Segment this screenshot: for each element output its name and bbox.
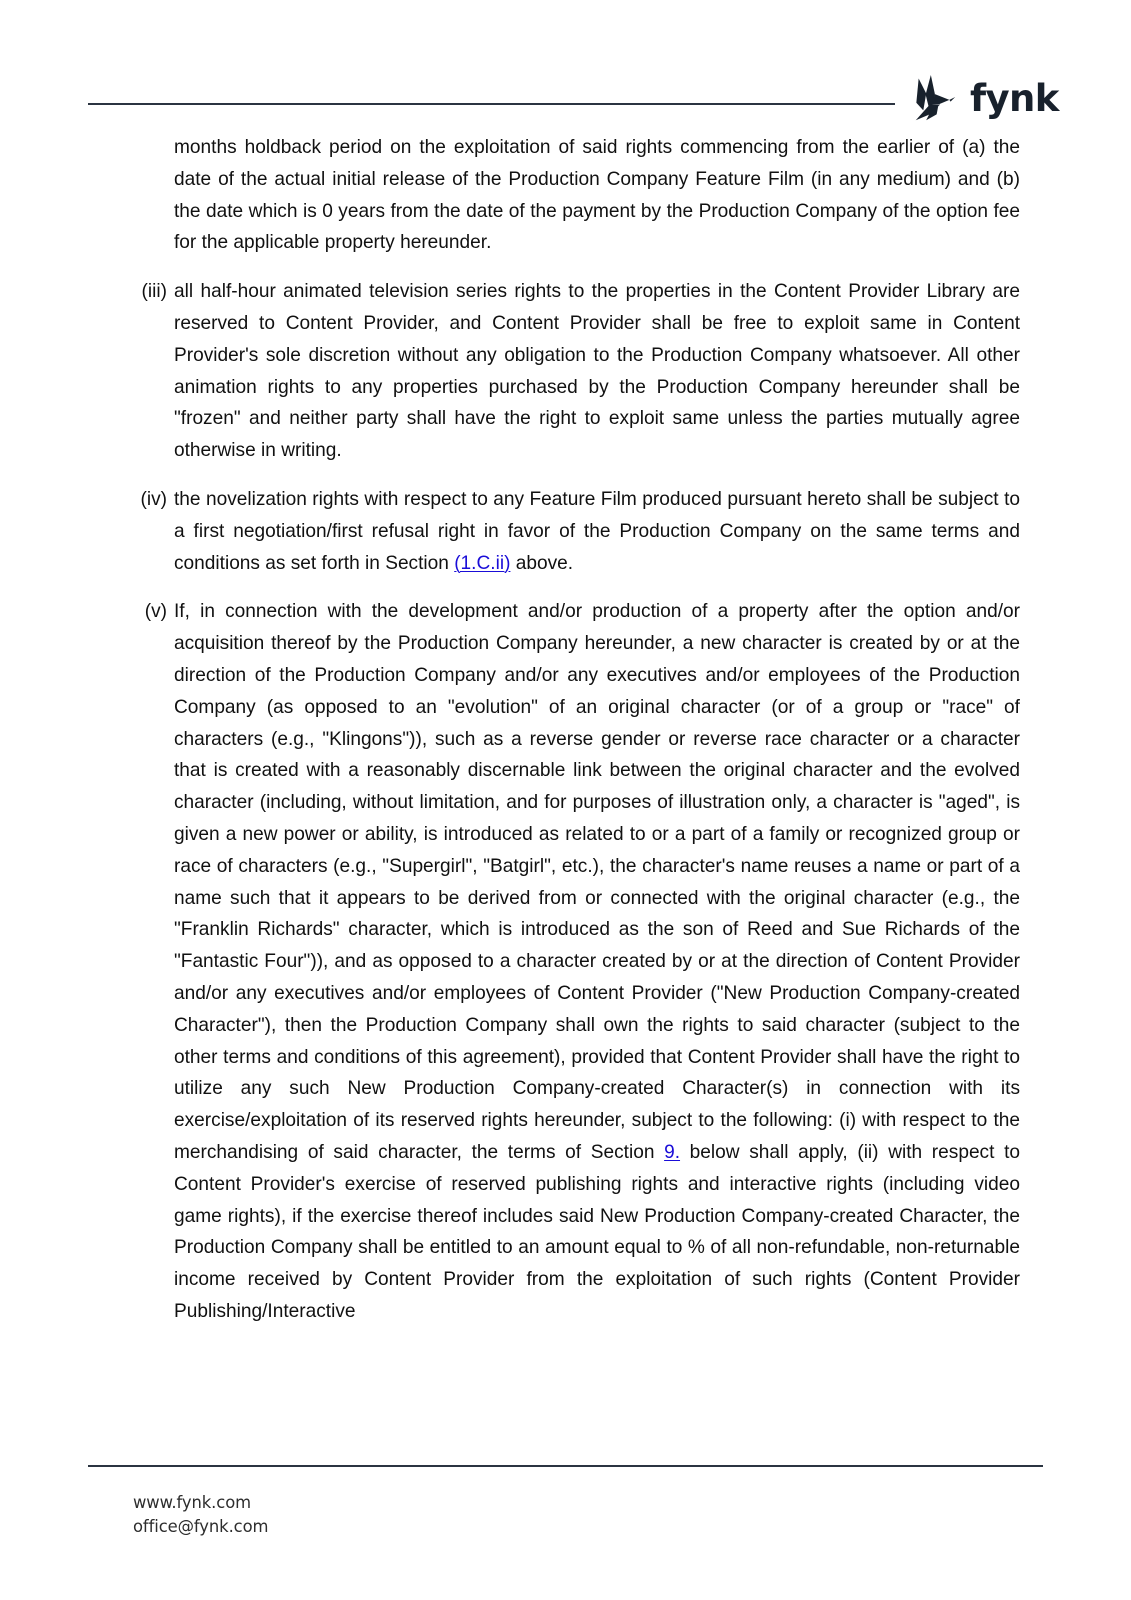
paragraph-continuation: [174, 132, 1020, 259]
paragraph-text-after-link: below shall apply, (ii) with respect to Content Provider's exercise of reserved publishing rights and interactive rights (including video game rights), if the exercise thereof includes said New Production Company-created Character, the Production Company shall be entitled to an amount equal to % of all non-refundable, non-returnable income received by Content Provider from the exploitation of such rights (Content Provider Publishing/Interactive: [174, 1141, 1020, 1322]
document-body: [0, 132, 1131, 1345]
list-item-v: [111, 596, 1020, 1327]
list-item-iv: [111, 484, 1020, 579]
paragraph-text: all half-hour animated television series rights to the properties in the Content Provider Library are reserved to Content Provider, and Content Provider shall be free to exploit same in Content Provider's sole discretion without any obligation to the Production Company whatsoever. All other animation rights to any properties purchased by the Production Company hereunder shall be "frozen" and neither party shall have the right to exploit same unless the parties mutually agree otherwise in writing.: [174, 281, 1020, 462]
paragraph-text-after-link: above.: [510, 552, 574, 574]
footer-website[interactable]: www.fynk.com: [133, 1493, 251, 1512]
footer-divider: [88, 1465, 1043, 1467]
page-header: [0, 0, 1131, 140]
paragraph-text-before-link: the novelization rights with respect to any Feature Film produced pursuant hereto shall be subject to a first negotiation/first refusal right in favor of the Production Company on the same terms and conditions as set forth in Section: [174, 488, 1020, 574]
section-cross-reference-link[interactable]: (1.C.ii): [454, 552, 511, 574]
paragraph-text-before-link: If, in connection with the development and/or production of a property after the option and/or acquisition thereof by the Production Company hereunder, a new character is created by or at the direction of the Production Company and/or any executives and/or employees of the Production Company (as opposed to an "evolution" of an original character (or of a group or "race" of characters (e.g., "Klingons")), such as a reverse gender or reverse race character or a character that is created with a reasonably discernable link between the original character and the evolved character (including, without limitation, and for purposes of illustration only, a character is "aged", is given a new power or ability, is introduced as related to or a part of a family or recognized group or race of characters (e.g., "Supergirl", "Batgirl", etc.), the character's name reuses a name or part of a name such that it appears to be derived from or connected with the original character (e.g., the "Franklin Richards" character, which is introduced as the son of Reed and Sue Richards of the "Fantastic Four")), and as opposed to a character created by or at the direction of Content Provider and/or any executives and/or employees of Content Provider ("New Production Company-created Character"), then the Production Company shall own the rights to said character (subject to the other terms and conditions of this agreement), provided that Content Provider shall have the right to utilize any such New Production Company-created Character(s) in connection with its exercise/exploitation of its reserved rights hereunder, subject to the following: (i) with respect to the merchandising of said character, the terms of Section: [174, 601, 1020, 1163]
footer-email[interactable]: office@fynk.com: [133, 1517, 269, 1536]
page-footer: [0, 1425, 1131, 1600]
list-marker: (iii): [141, 281, 167, 303]
paragraph-text: months holdback period on the exploitation of said rights commencing from the earlier of (a) the date of the actual initial release of the Production Company Feature Film (in any medium) and (b) the date which is 0 years from the date of the payment by the Production Company of the option fee for the applicable property hereunder.: [174, 137, 1020, 254]
paragraph-text: [174, 596, 1020, 1327]
section-9-reference-link[interactable]: 9.: [664, 1141, 681, 1163]
fynk-origami-bird-icon: [903, 68, 961, 126]
list-marker: (v): [144, 601, 167, 623]
list-item-iii: [111, 276, 1020, 467]
footer-contact: [133, 1491, 268, 1539]
header-divider: [88, 103, 895, 105]
list-marker: (iv): [140, 488, 167, 510]
brand-wordmark: fynk: [970, 76, 1059, 120]
paragraph-text: [174, 484, 1020, 579]
brand-logo: [903, 68, 1059, 126]
